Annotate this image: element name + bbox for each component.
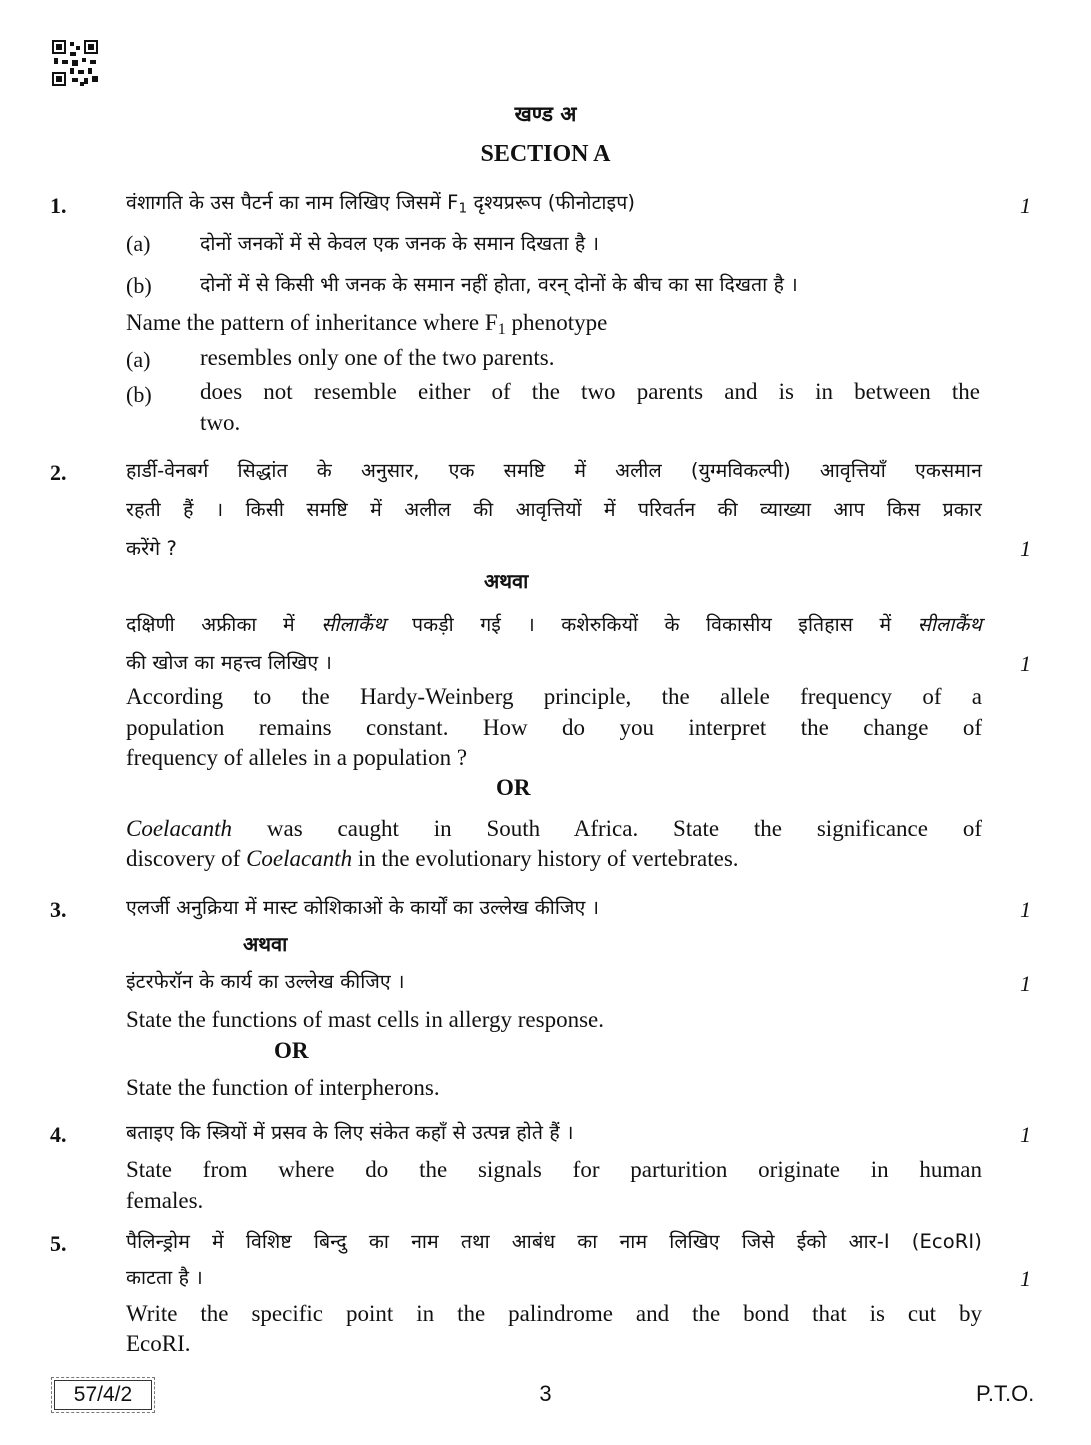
q3-hindi-line2: इंटरफेरॉन के कार्य का उल्लेख कीजिए । [126, 970, 405, 993]
option-label: (a) [126, 231, 151, 256]
q2-hindi-or-line2: की खोज का महत्त्व लिखिए । [126, 651, 333, 674]
q2-english-line3: frequency of alleles in a population ? [126, 745, 468, 770]
question-number: 4. [50, 1122, 67, 1147]
marks: 1 [1020, 651, 1031, 676]
q3-hindi-line1: एलर्जी अनुक्रिया में मास्ट कोशिकाओं के कार्यों का उल्लेख कीजिए । [126, 896, 600, 919]
q2-english-line1: According to the Hardy-Weinberg principle, the allele frequency of a [126, 684, 982, 709]
or-english-label: OR [496, 775, 531, 800]
marks: 1 [1020, 1122, 1031, 1147]
option-label: (a) [126, 347, 151, 372]
q4-hindi-line1: बताइए कि स्त्रियों में प्रसव के लिए संकेत कहाँ से उत्पन्न होते हैं । [126, 1121, 574, 1144]
q5-hindi-line2: काटता है । [126, 1266, 203, 1289]
q1-hindi-stem: वंशागति के उस पैटर्न का नाम लिखिए जिसमें $F_1$ दृश्यप्ररूप (फीनोटाइप) [126, 191, 636, 217]
q5-english-line2: EcoRI. [126, 1331, 191, 1356]
please-turn-over: P.T.O. [976, 1381, 1035, 1406]
q2-hindi-or-line1: दक्षिणी अफ्रीका में सीलाकैंथ पकड़ी गई । कशेरुकियों के विकासीय इतिहास में सीलाकैंथ [126, 613, 982, 636]
paper-code: 57/4/2 [54, 1380, 152, 1410]
question-number: 3. [50, 897, 67, 922]
q2-hindi-line3: करेंगे ? [126, 537, 177, 560]
q3-english-line1: State the functions of mast cells in allergy response. [126, 1007, 604, 1032]
q2-english-line2: population remains constant. How do you interpret the change of [126, 715, 982, 740]
q1-hindi-option-b: दोनों में से किसी भी जनक के समान नहीं होता, वरन् दोनों के बीच का सा दिखता है । [200, 273, 798, 296]
marks: 1 [1020, 971, 1031, 996]
q2-hindi-line2: रहती हैं । किसी समष्टि में अलील की आवृत्तियों में परिवर्तन की व्याख्या आप किस प्रकार [126, 498, 982, 521]
q3-english-line2: State the function of interpherons. [126, 1075, 440, 1100]
q1-english-option-b-line1: does not resemble either of the two parents and is in between the [200, 379, 980, 404]
question-number: 1. [50, 193, 67, 218]
or-english-label: OR [274, 1038, 309, 1063]
q2-english-or-line1: Coelacanth was caught in South Africa. State the significance of [126, 816, 982, 841]
marks: 1 [1020, 193, 1031, 218]
option-label: (b) [126, 382, 152, 407]
hindi-section-heading: खण्ड अ [514, 102, 577, 126]
marks: 1 [1020, 536, 1031, 561]
marks: 1 [1020, 1266, 1031, 1291]
or-hindi-label: अथवा [484, 569, 529, 593]
or-hindi-label: अथवा [243, 932, 288, 956]
question-number: 5. [50, 1231, 67, 1256]
q2-hindi-line1: हार्डी-वेनबर्ग सिद्धांत के अनुसार, एक समष्टि में अलील (युग्मविकल्पी) आवृत्तियाँ एकसमान [126, 459, 982, 482]
marks: 1 [1020, 897, 1031, 922]
q5-hindi-line1: पैलिन्ड्रोम में विशिष्ट बिन्दु का नाम तथा आबंध का नाम लिखिए जिसे ईको आर-I (EcoRI) [126, 1230, 982, 1253]
q1-english-option-a: resembles only one of the two parents. [200, 345, 555, 370]
q2-english-or-line2: discovery of Coelacanth in the evolutionary history of vertebrates. [126, 846, 739, 871]
q1-hindi-option-a: दोनों जनकों में से केवल एक जनक के समान दिखता है । [200, 232, 600, 255]
q4-english-line1: State from where do the signals for parturition originate in human [126, 1157, 982, 1182]
q1-english-stem: Name the pattern of inheritance where $F_1$ phenotype [126, 310, 608, 339]
q4-english-line2: females. [126, 1188, 204, 1213]
question-number: 2. [50, 460, 67, 485]
q5-english-line1: Write the specific point in the palindrome and the bond that is cut by [126, 1301, 982, 1326]
qr-code-icon [52, 40, 98, 86]
section-heading: SECTION A [480, 141, 611, 167]
option-label: (b) [126, 273, 152, 298]
q1-english-option-b-line2: two. [200, 410, 241, 435]
page-number: 3 [539, 1381, 552, 1406]
